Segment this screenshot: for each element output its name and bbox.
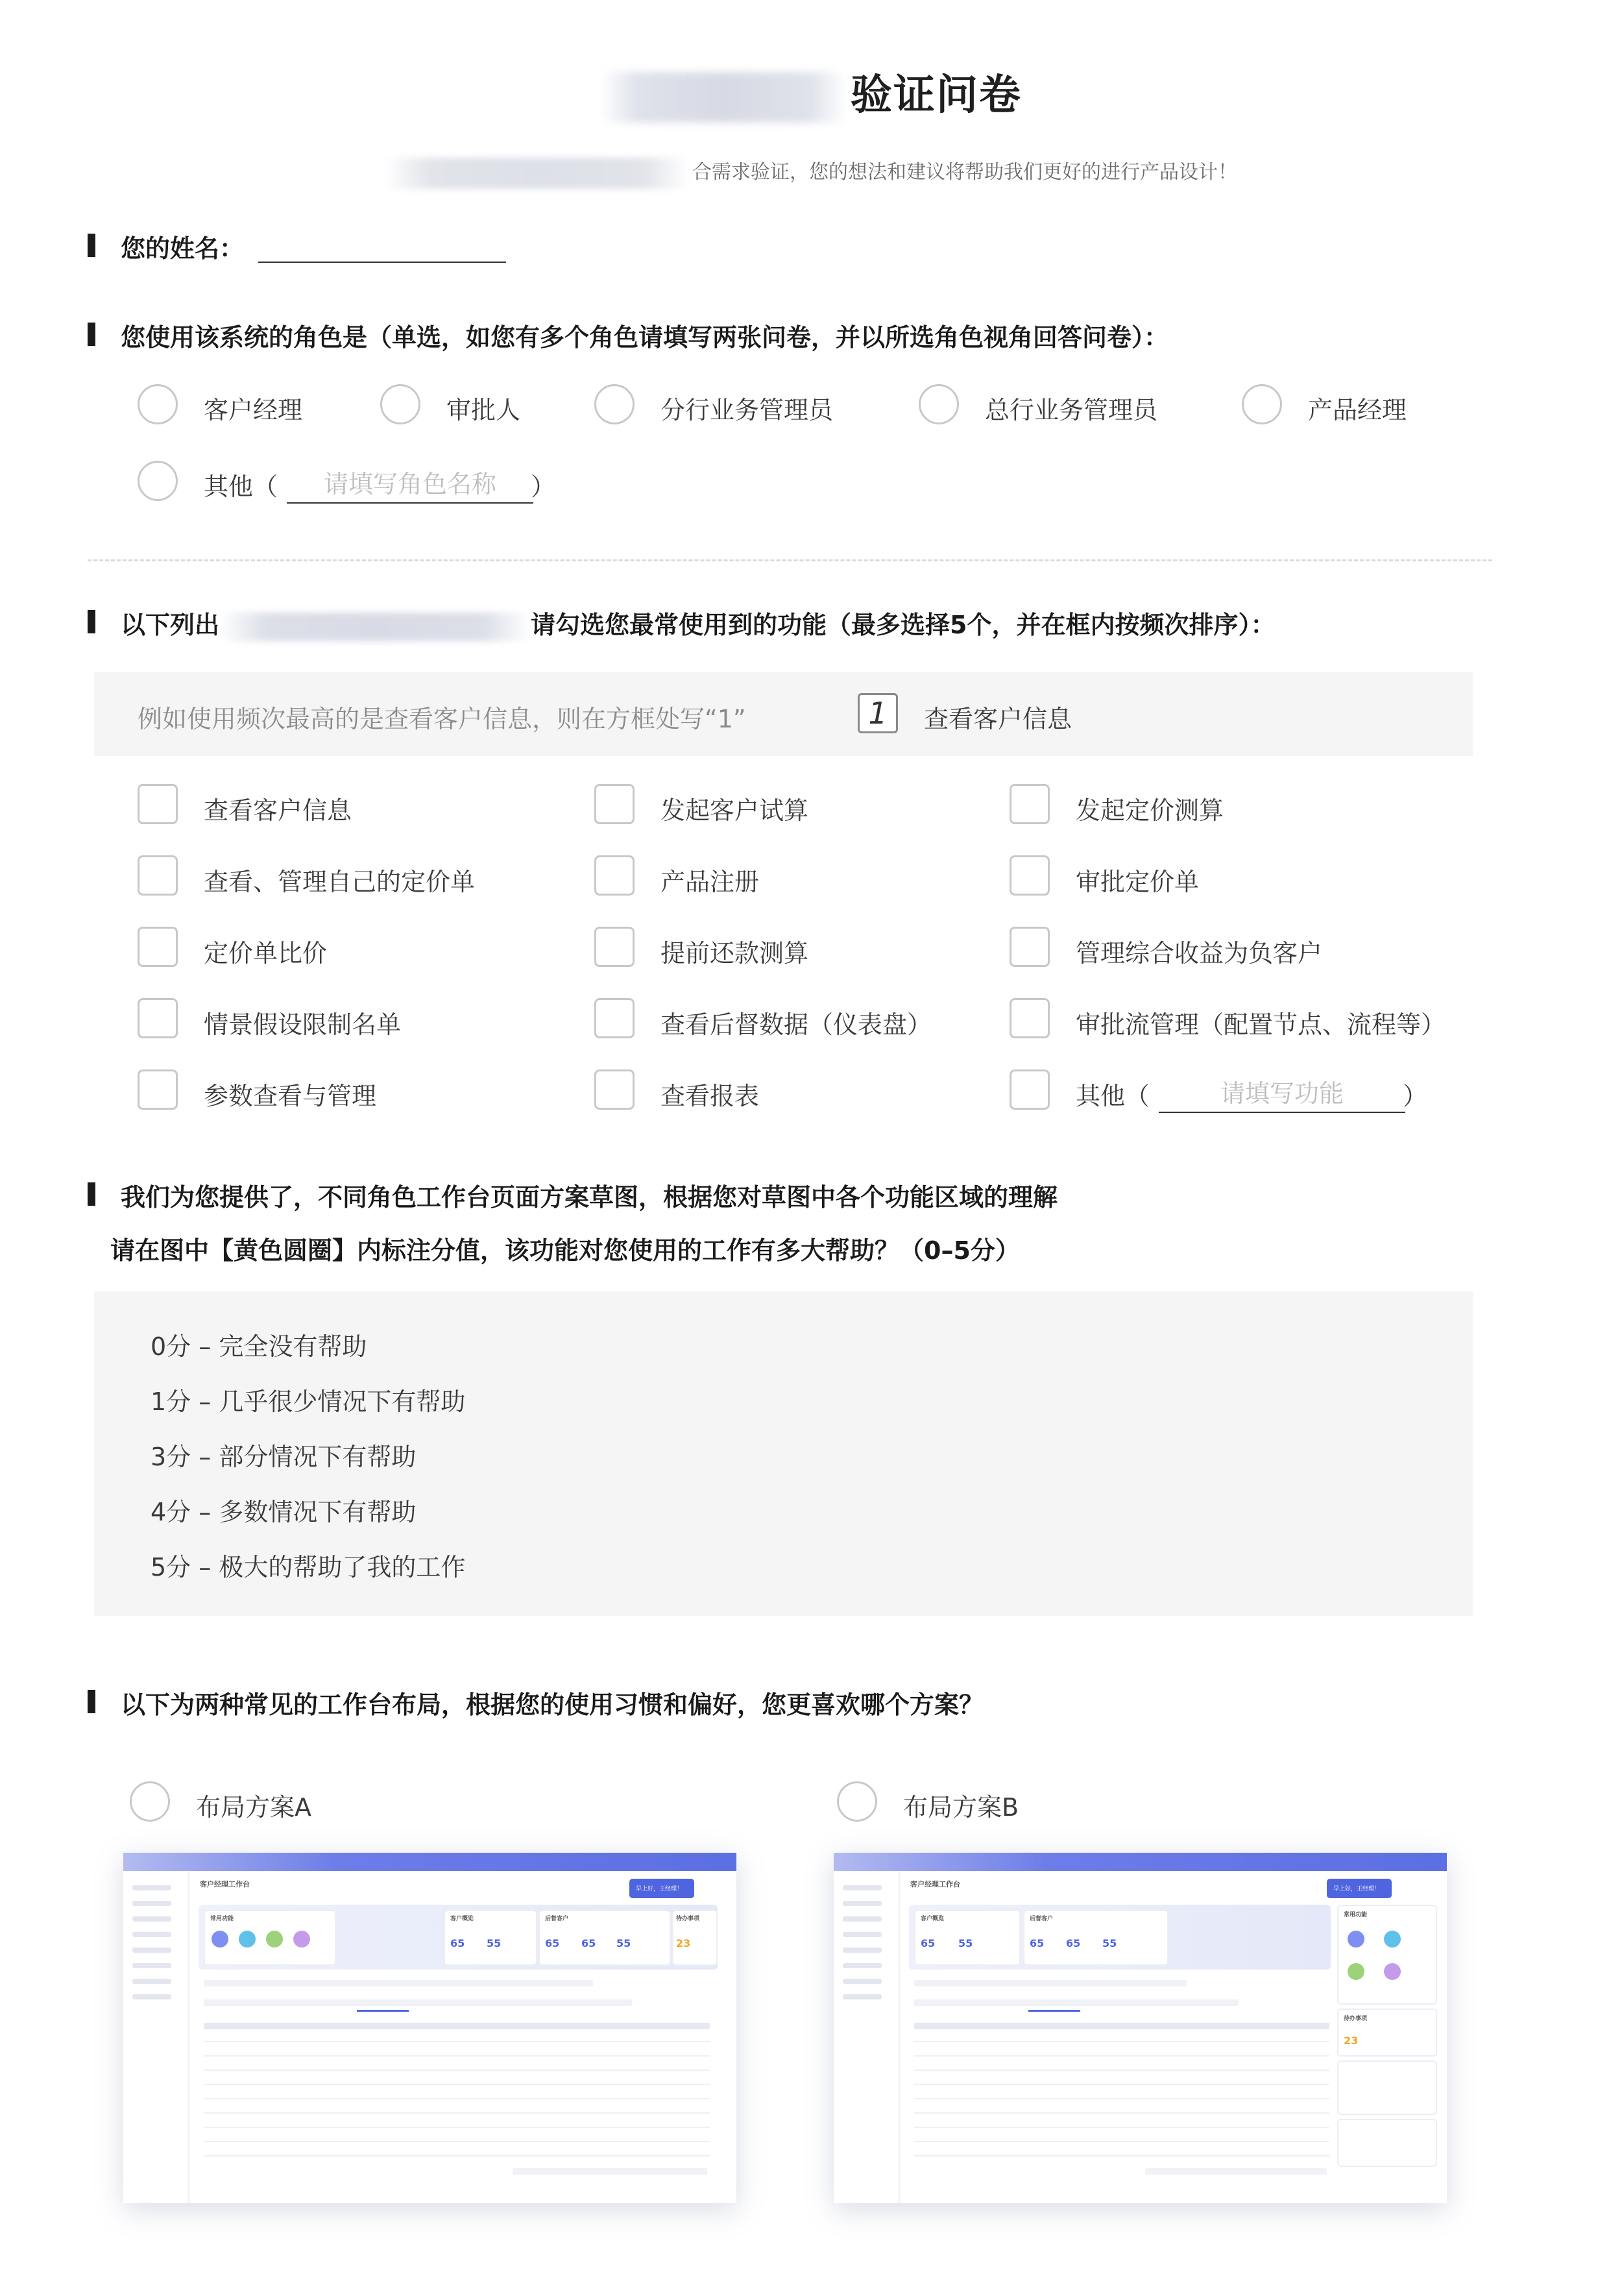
- feature-checkbox-3[interactable]: [138, 855, 178, 896]
- subtitle-text: 合需求验证，您的想法和建议将帮助我们更好的进行产品设计！: [692, 161, 1237, 184]
- feature-other-input[interactable]: 请填写功能: [1159, 1073, 1405, 1113]
- feature-checkbox-12[interactable]: [138, 1069, 178, 1110]
- title-text: 验证问卷: [851, 71, 1022, 119]
- thumb-stat: 55: [1102, 1937, 1117, 1949]
- feature-label: 提前还款测算: [660, 939, 809, 968]
- scale-item: 4分 – 多数情况下有帮助: [151, 1498, 417, 1526]
- layout-a-radio[interactable]: [130, 1781, 170, 1822]
- layout-a-preview[interactable]: [123, 1853, 736, 2203]
- q3-label-start: 以下列出: [121, 611, 220, 639]
- role-option-label: 审批人: [446, 396, 521, 424]
- thumb-overview: 客户概览: [921, 1916, 945, 1922]
- thumb-follow: 后督客户: [545, 1916, 569, 1922]
- survey-title: [0, 62, 1622, 123]
- feature-other-close: ）: [1403, 1082, 1428, 1110]
- feature-checkbox-8[interactable]: [1010, 927, 1050, 967]
- layout-b-radio[interactable]: [837, 1781, 877, 1822]
- question-marker: [88, 234, 95, 257]
- q3-label-end: 请勾选您最常使用到的功能（最多选择5个，并在框内按频次排序）：: [531, 611, 1276, 639]
- feature-label: 查看客户信息: [204, 796, 352, 825]
- thumb-stat: 65: [450, 1937, 465, 1949]
- layout-b-label: 布局方案B: [903, 1793, 1019, 1822]
- feature-checkbox-6[interactable]: [138, 927, 178, 967]
- thumb-stat: 55: [616, 1937, 631, 1949]
- feature-checkbox-4[interactable]: [594, 855, 635, 896]
- example-number-box: 1: [858, 693, 898, 733]
- thumb-todo: 待办事项: [1344, 2016, 1368, 2022]
- thumb-stat: 65: [1030, 1937, 1045, 1949]
- feature-checkbox-0[interactable]: [138, 784, 178, 824]
- layout-b-preview[interactable]: [834, 1853, 1447, 2203]
- role-other-close: ）: [531, 472, 556, 501]
- survey-subtitle: [0, 156, 1622, 189]
- feature-checkbox-5[interactable]: [1010, 855, 1050, 896]
- feature-label: 发起客户试算: [660, 796, 809, 825]
- feature-checkbox-7[interactable]: [594, 927, 635, 967]
- role-radio-3[interactable]: [919, 384, 959, 424]
- question-marker: [88, 1182, 95, 1206]
- feature-checkbox-9[interactable]: [138, 998, 178, 1038]
- feature-label: 管理综合收益为负客户: [1076, 939, 1323, 968]
- q4-line1: 我们为您提供了，不同角色工作台页面方案草图，根据您对草图中各个功能区域的理解: [121, 1183, 1058, 1212]
- feature-label: 查看报表: [660, 1082, 760, 1110]
- feature-checkbox-1[interactable]: [594, 784, 635, 824]
- role-option-label: 总行业务管理员: [985, 396, 1158, 424]
- thumb-common: 常用功能: [1344, 1912, 1368, 1918]
- scale-item: 0分 – 完全没有帮助: [151, 1332, 367, 1361]
- thumb-stat: 65: [581, 1937, 596, 1949]
- redacted-label-part: [219, 613, 531, 641]
- thumb-stat: 55: [958, 1937, 973, 1949]
- feature-label: 审批流管理（配置节点、流程等）: [1076, 1010, 1446, 1039]
- section-divider: [88, 559, 1492, 561]
- question-marker: [88, 610, 95, 633]
- q3-label: [121, 605, 1275, 641]
- feature-other-label: 其他（: [1076, 1082, 1150, 1110]
- feature-checkbox-2[interactable]: [1010, 784, 1050, 824]
- feature-label: 查看后督数据（仪表盘）: [660, 1010, 932, 1039]
- scale-item: 3分 – 部分情况下有帮助: [151, 1443, 417, 1471]
- q1-label: 您的姓名：: [121, 234, 245, 263]
- example-item: 查看客户信息: [924, 705, 1072, 733]
- thumb-overview: 客户概览: [450, 1916, 474, 1922]
- thumb-page-title: 客户经理工作台: [200, 1880, 250, 1888]
- feature-checkbox-13[interactable]: [594, 1069, 635, 1110]
- thumb-follow: 后督客户: [1030, 1916, 1054, 1922]
- role-radio-4[interactable]: [1242, 384, 1282, 424]
- redacted-subtitle-part: [385, 158, 690, 189]
- thumb-sidebar: [834, 1871, 900, 2203]
- name-input-line[interactable]: [258, 262, 506, 263]
- thumb-topbar: [834, 1853, 1447, 1871]
- role-radio-other[interactable]: [138, 461, 178, 501]
- thumb-stat: 65: [1066, 1937, 1081, 1949]
- question-marker: [88, 1690, 95, 1713]
- thumb-topbar: [123, 1853, 736, 1871]
- role-radio-2[interactable]: [594, 384, 635, 424]
- feature-label: 产品注册: [660, 868, 760, 896]
- role-option-label: 产品经理: [1308, 396, 1407, 424]
- q2-label: 您使用该系统的角色是（单选，如您有多个角色请填写两张问卷，并以所选角色视角回答问卷）：: [121, 323, 1169, 352]
- role-radio-0[interactable]: [138, 384, 178, 424]
- role-other-input[interactable]: 请填写角色名称: [287, 464, 533, 504]
- redacted-title-part: [600, 72, 847, 123]
- q4-line2: 请在图中【黄色圆圈】内标注分值，该功能对您使用的工作有多大帮助？（0–5分）: [110, 1236, 1020, 1265]
- example-text: 例如使用频次最高的是查看客户信息，则在方框处写“1”: [138, 705, 746, 733]
- thumb-stat: 55: [487, 1937, 502, 1949]
- q5-label: 以下为两种常见的工作台布局，根据您的使用习惯和偏好，您更喜欢哪个方案？: [121, 1691, 984, 1719]
- feature-label: 定价单比价: [204, 939, 328, 968]
- scale-item: 1分 – 几乎很少情况下有帮助: [151, 1387, 466, 1416]
- thumb-stat: 65: [921, 1937, 936, 1949]
- thumb-greeting: 早上好，王经理！: [636, 1886, 683, 1892]
- feature-checkbox-10[interactable]: [594, 998, 635, 1038]
- feature-checkbox-other[interactable]: [1010, 1069, 1050, 1110]
- layout-a-label: 布局方案A: [196, 1793, 311, 1822]
- thumb-todo: 待办事项: [676, 1916, 700, 1922]
- feature-label: 情景假设限制名单: [204, 1010, 402, 1039]
- feature-label: 参数查看与管理: [204, 1082, 377, 1110]
- thumb-stat: 65: [545, 1937, 560, 1949]
- question-marker: [88, 323, 95, 346]
- scale-item: 5分 – 极大的帮助了我的工作: [151, 1553, 466, 1582]
- thumb-todo-num: 23: [676, 1937, 691, 1949]
- feature-label: 查看、管理自己的定价单: [204, 868, 476, 896]
- thumb-todo-num: 23: [1344, 2034, 1359, 2047]
- thumb-common: 常用功能: [210, 1916, 234, 1922]
- role-other-label: 其他（: [204, 472, 278, 501]
- thumb-greeting: 早上好，王经理！: [1333, 1886, 1381, 1892]
- role-radio-1[interactable]: [380, 384, 420, 424]
- feature-checkbox-11[interactable]: [1010, 998, 1050, 1038]
- role-option-label: 分行业务管理员: [660, 396, 834, 424]
- feature-label: 发起定价测算: [1076, 796, 1224, 825]
- thumb-card-common: [1337, 1905, 1437, 2005]
- role-option-label: 客户经理: [204, 396, 303, 424]
- thumb-page-title: 客户经理工作台: [910, 1880, 960, 1888]
- feature-label: 审批定价单: [1076, 868, 1200, 896]
- thumb-sidebar: [123, 1871, 189, 2203]
